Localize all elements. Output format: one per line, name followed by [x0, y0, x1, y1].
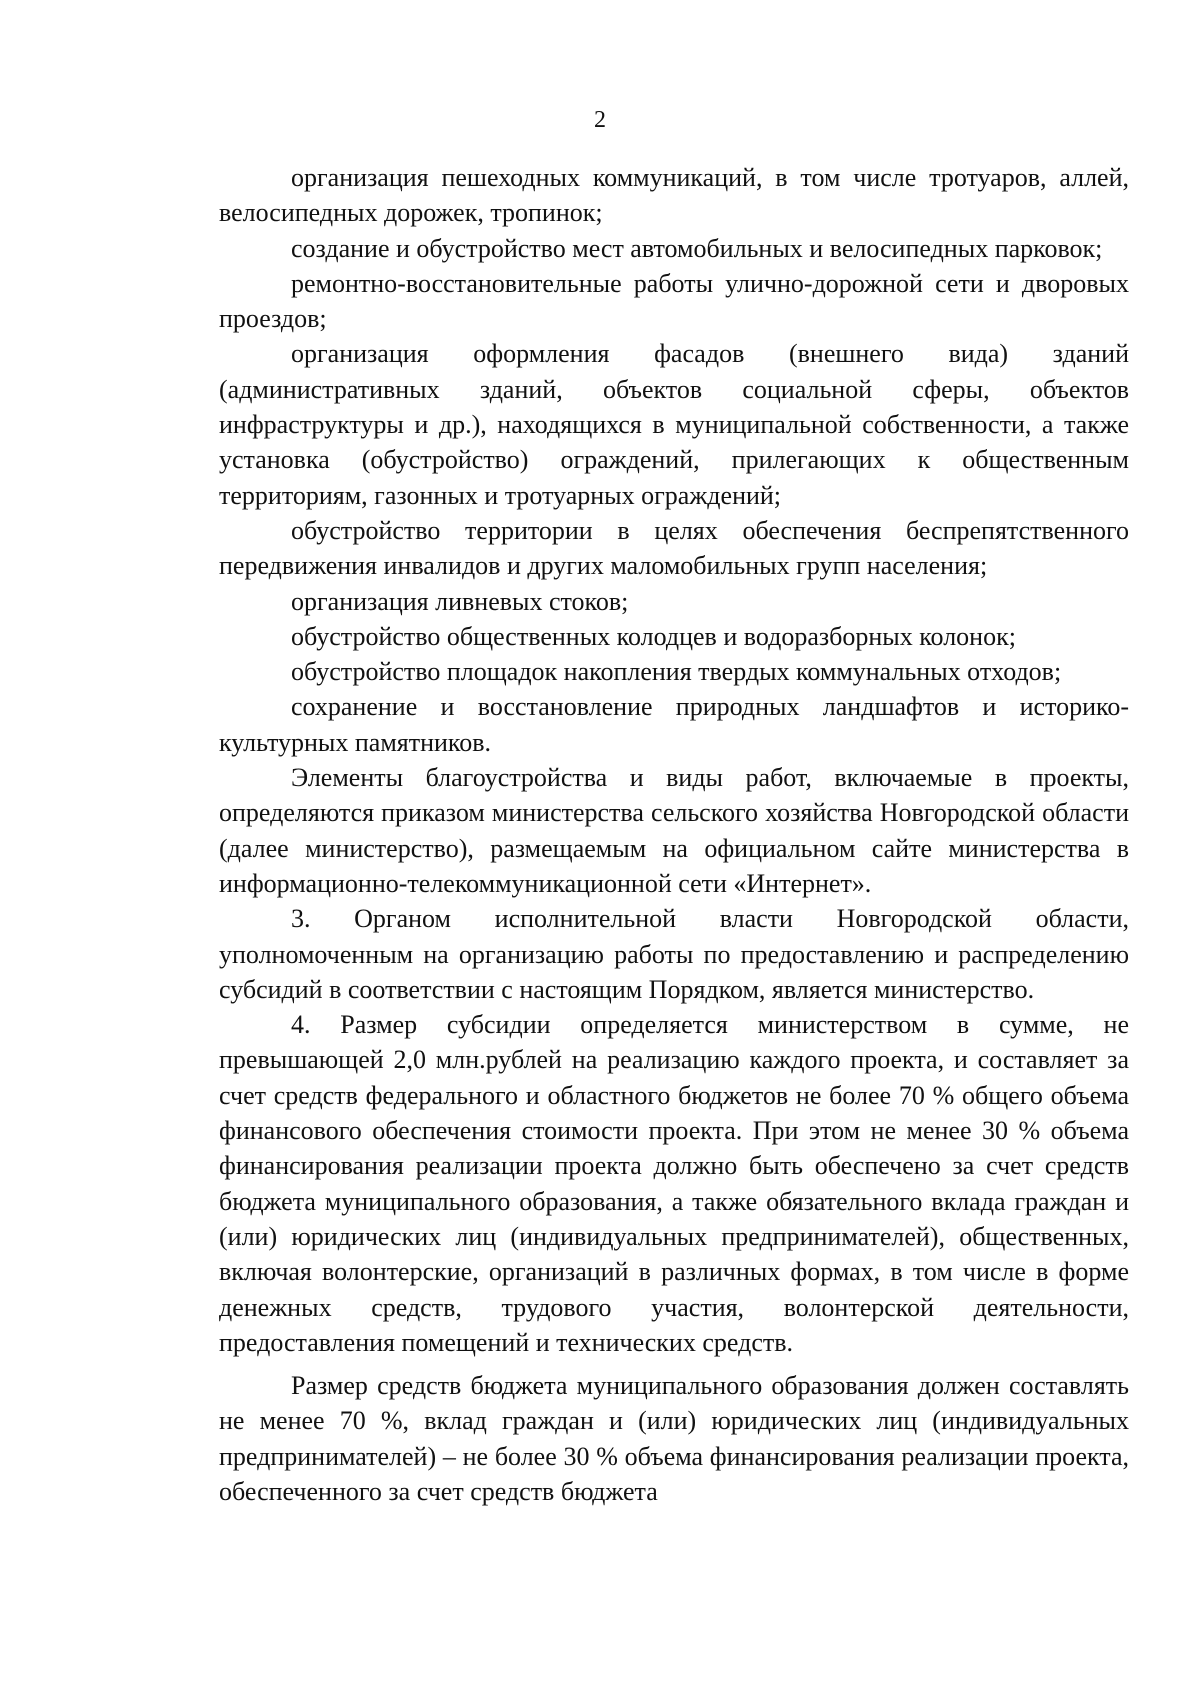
page-number: 2 — [594, 107, 606, 133]
paragraph-accessibility: обустройство территории в целях обеспечения беспрепятственного передвижения инвалидов и других маломобильных групп населения; — [219, 515, 1129, 581]
paragraph-elements: Элементы благоустройства и виды работ, включаемые в проекты, определяются приказом министерства сельского хозяйства Новгородской области (далее министерство), размещаемым на официальном сайте министерства в информационно-телекоммуникационной сети «Интернет». — [219, 763, 1129, 898]
paragraph-clause-3: 3. Органом исполнительной власти Новгородской области, уполномоченным на организацию работы по предоставлению и распределению субсидий в соответствии с настоящим Порядком, является министерство. — [219, 904, 1129, 1004]
paragraph-waste: обустройство площадок накопления твердых коммунальных отходов; — [291, 657, 1062, 687]
paragraph-road-repair: ремонтно-восстановительные работы улично-дорожной сети и дворовых проездов; — [219, 268, 1129, 334]
paragraph-landscapes: сохранение и восстановление природных ландшафтов и историко-культурных памятников. — [219, 692, 1129, 757]
paragraph-parking: создание и обустройство мест автомобильных и велосипедных парковок; — [291, 233, 1103, 263]
paragraph-wells: обустройство общественных колодцев и водоразборных колонок; — [291, 621, 1016, 651]
document-body — [219, 160, 1129, 1509]
paragraph-pedestrian: организация пешеходных коммуникаций, в том числе тротуаров, аллей, велосипедных дорожек, тропинок; — [219, 163, 1129, 228]
paragraph-clause-4: 4. Размер субсидии определяется министерством в сумме, не превышающей 2,0 млн.рублей на реализацию каждого проекта, и составляет за счет средств федерального и областного бюджетов не более 70 % общего объема финансового обеспечения стоимости проекта. При этом не менее 30 % объема финансирования реализации проекта должно быть обеспечено за счет средств бюджета муниципального образования, а также обязательного вклада граждан и (или) юридических лиц (индивидуальных предпринимателей), общественных, включая волонтерские, организаций в различных формах, в том числе в форме денежных средств, трудового участия, волонтерской деятельности, предоставления помещений и технических средств. — [219, 1010, 1129, 1357]
paragraph-facades: организация оформления фасадов (внешнего вида) зданий (административных зданий, объектов социальной сферы, объектов инфраструктуры и др.), находящихся в муниципальной собственности, а также установка (обустройство) ограждений, прилегающих к общественным территориям, газонных и тротуарных ограждений; — [219, 339, 1129, 510]
paragraph-budget-share: Размер средств бюджета муниципального образования должен составлять не менее 70 %, вклад граждан и (или) юридических лиц (индивидуальных предпринимателей) – не более 30 % объема финансирования реализации проекта, обеспеченного за счет средств бюджета — [219, 1371, 1129, 1506]
paragraph-drainage: организация ливневых стоков; — [291, 586, 629, 616]
